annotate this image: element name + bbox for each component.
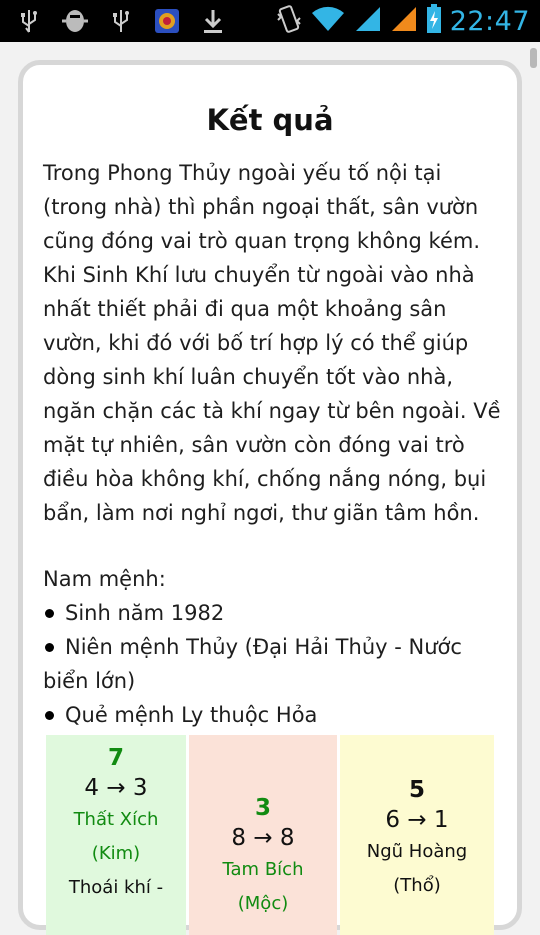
paragraph-line: điều hòa không khí, chống nắng nóng, bụi	[43, 467, 487, 491]
vibrate-icon	[276, 4, 302, 38]
list-item-text: Sinh năm 1982	[65, 601, 225, 625]
cell-arrow: 4 → 3	[84, 775, 148, 801]
person-info-list	[43, 596, 507, 732]
cell-number: 7	[107, 745, 124, 771]
intro-paragraph	[43, 156, 507, 530]
list-item-text: Quẻ mệnh Ly thuộc Hỏa	[65, 703, 318, 727]
paragraph-line: mặt tự nhiên, sân vườn còn đóng vai trò	[43, 433, 465, 457]
list-item	[43, 698, 507, 732]
list-item-text: Niên mệnh Thủy (Đại Hải Thủy - Nước	[65, 635, 462, 659]
paragraph-line: ngăn chặn các tà khí ngay từ bên ngoài. Về	[43, 399, 501, 423]
grid-cell	[340, 735, 494, 935]
wifi-icon	[310, 5, 346, 37]
app-notification-icon	[154, 6, 180, 36]
cell-element: (Kim)	[91, 843, 141, 864]
grid-cell	[46, 735, 186, 935]
download-icon	[200, 6, 226, 36]
person-label: Nam mệnh:	[43, 567, 166, 591]
usb-icon	[16, 6, 42, 36]
cell-extra: Thoái khí -	[68, 877, 164, 898]
clock: 22:47	[449, 5, 530, 37]
paragraph-line: cũng đóng vai trò quan trọng không kém.	[43, 229, 481, 253]
paragraph-line: Trong Phong Thủy ngoài yếu tố nội tại	[43, 161, 442, 185]
list-item-text: biển lớn)	[43, 669, 136, 693]
paragraph-line: vườn, khi đó với bố trí hợp lý có thể giúp	[43, 331, 469, 355]
bullet-icon	[45, 643, 54, 652]
scrollbar[interactable]	[530, 48, 537, 68]
result-card	[18, 60, 522, 930]
cell-name: Ngũ Hoàng	[366, 841, 468, 862]
list-item	[43, 630, 507, 664]
cell-number: 5	[408, 777, 425, 803]
paragraph-line: Khi Sinh Khí lưu chuyển từ ngoài vào nhà	[43, 263, 475, 287]
notification-icons	[16, 6, 226, 36]
cell-arrow: 6 → 1	[385, 807, 449, 833]
signal-icon	[354, 5, 382, 37]
android-debug-icon	[62, 6, 88, 36]
paragraph-line: dòng sinh khí luân chuyển tốt vào nhà,	[43, 365, 454, 389]
cell-name: Tam Bích	[222, 859, 304, 880]
paragraph-line: (trong nhà) thì phần ngoại thất, sân vườn	[43, 195, 479, 219]
bullet-icon	[45, 609, 54, 618]
list-item-continuation	[43, 664, 507, 698]
paragraph-line: bẩn, làm nơi nghỉ ngơi, thư giãn tâm hồn.	[43, 501, 480, 525]
usb-icon	[108, 6, 134, 36]
cell-element: (Thổ)	[393, 875, 441, 896]
signal-icon	[390, 5, 418, 37]
status-bar	[0, 0, 540, 42]
battery-charging-icon	[426, 4, 442, 38]
cell-number: 3	[254, 795, 271, 821]
cell-element: (Mộc)	[237, 893, 289, 914]
list-item	[43, 596, 507, 630]
grid-cell	[189, 735, 337, 935]
result-title: Kết quả	[206, 103, 334, 137]
system-icons	[276, 4, 530, 38]
star-grid	[46, 735, 500, 935]
cell-name: Thất Xích	[73, 809, 159, 830]
cell-arrow: 8 → 8	[231, 825, 295, 851]
paragraph-line: nhất thiết phải đi qua một khoảng sân	[43, 297, 447, 321]
bullet-icon	[45, 711, 54, 720]
